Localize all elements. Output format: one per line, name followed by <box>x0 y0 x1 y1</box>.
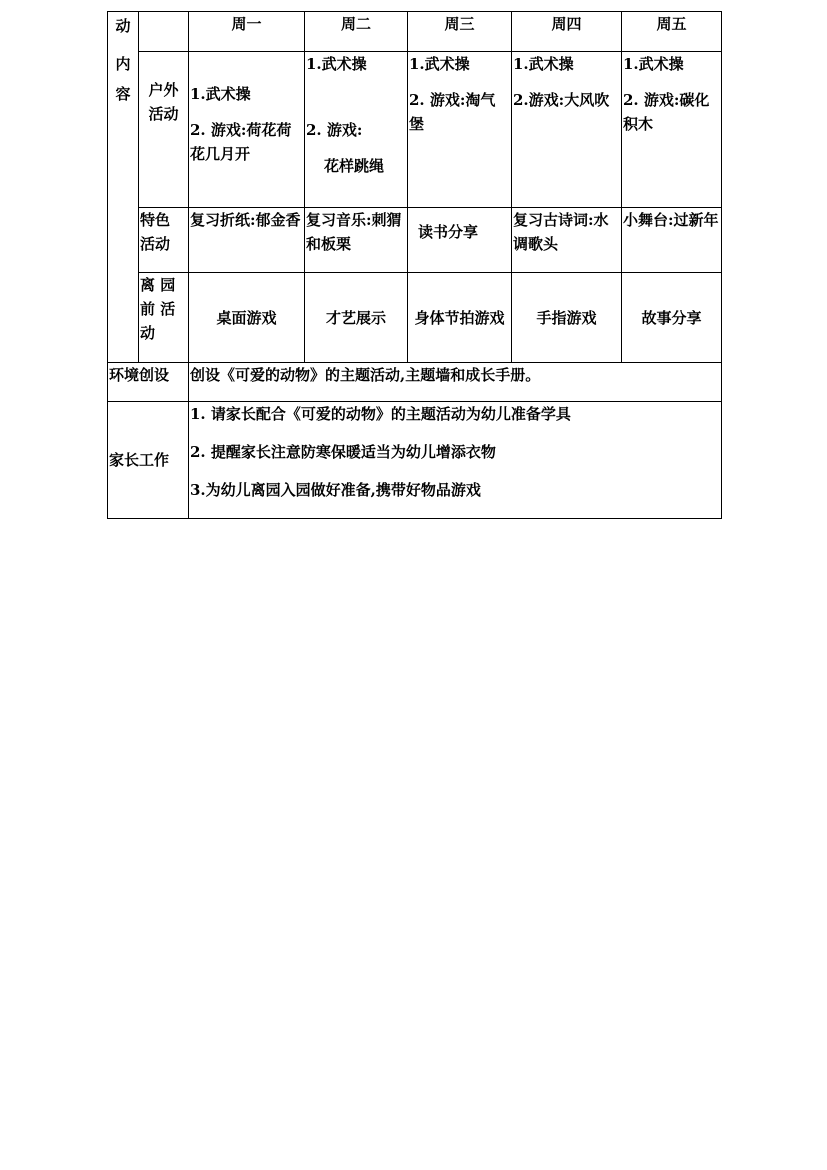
day-header-thu: 周四 <box>512 12 622 52</box>
day-header-tue: 周二 <box>305 12 408 52</box>
outdoor-activity-row <box>108 52 722 208</box>
special-activity-label: 特色 活动 <box>139 208 189 273</box>
outdoor-cell-thu: 1.武术操 2.游戏:大风吹 <box>512 52 622 208</box>
environment-label: 环境创设 <box>108 363 189 402</box>
environment-text: 创设《可爱的动物》的主题活动,主题墙和成长手册。 <box>189 363 722 402</box>
day-header-fri: 周五 <box>622 12 722 52</box>
special-activity-row <box>108 208 722 273</box>
special-cell-tue: 复习音乐:刺猬和板栗 <box>305 208 408 273</box>
leaving-cell-wed: 身体节拍游戏 <box>408 273 512 363</box>
activity-content-label: 动 内 容 <box>108 12 139 363</box>
outdoor-activity-label: 户外 活动 <box>139 52 189 208</box>
header-blank-cell <box>139 12 189 52</box>
parents-item-1: 1. 请家长配合《可爱的动物》的主题活动为幼儿准备学具 <box>190 405 571 423</box>
parents-item-2: 2. 提醒家长注意防寒保暖适当为幼儿增添衣物 <box>190 443 496 461</box>
leaving-activity-label: 离 园 前 活 动 <box>139 273 189 363</box>
leaving-cell-tue: 才艺展示 <box>305 273 408 363</box>
parents-work-label: 家长工作 <box>108 402 189 519</box>
outdoor-cell-fri: 1.武术操 2. 游戏:碳化积木 <box>622 52 722 208</box>
special-cell-fri: 小舞台:过新年 <box>622 208 722 273</box>
leaving-cell-thu: 手指游戏 <box>512 273 622 363</box>
outdoor-cell-tue: 1.武术操 2. 游戏: 花样跳绳 <box>305 52 408 208</box>
day-header-wed: 周三 <box>408 12 512 52</box>
outdoor-cell-mon: 1.武术操 2. 游戏:荷花荷花几月开 <box>189 52 305 208</box>
leaving-activity-row <box>108 273 722 363</box>
special-cell-wed: 读书分享 <box>408 208 512 273</box>
parents-work-row <box>108 402 722 519</box>
special-cell-thu: 复习古诗词:水调歌头 <box>512 208 622 273</box>
day-header-mon: 周一 <box>189 12 305 52</box>
leaving-cell-mon: 桌面游戏 <box>189 273 305 363</box>
parents-work-items <box>189 402 722 519</box>
leaving-cell-fri: 故事分享 <box>622 273 722 363</box>
special-cell-mon: 复习折纸:郁金香 <box>189 208 305 273</box>
weekly-plan-table <box>107 11 722 519</box>
day-header-row <box>108 12 722 52</box>
outdoor-cell-wed: 1.武术操 2. 游戏:淘气堡 <box>408 52 512 208</box>
environment-row <box>108 363 722 402</box>
parents-item-3: 3.为幼儿离园入园做好准备,携带好物品游戏 <box>190 481 481 499</box>
